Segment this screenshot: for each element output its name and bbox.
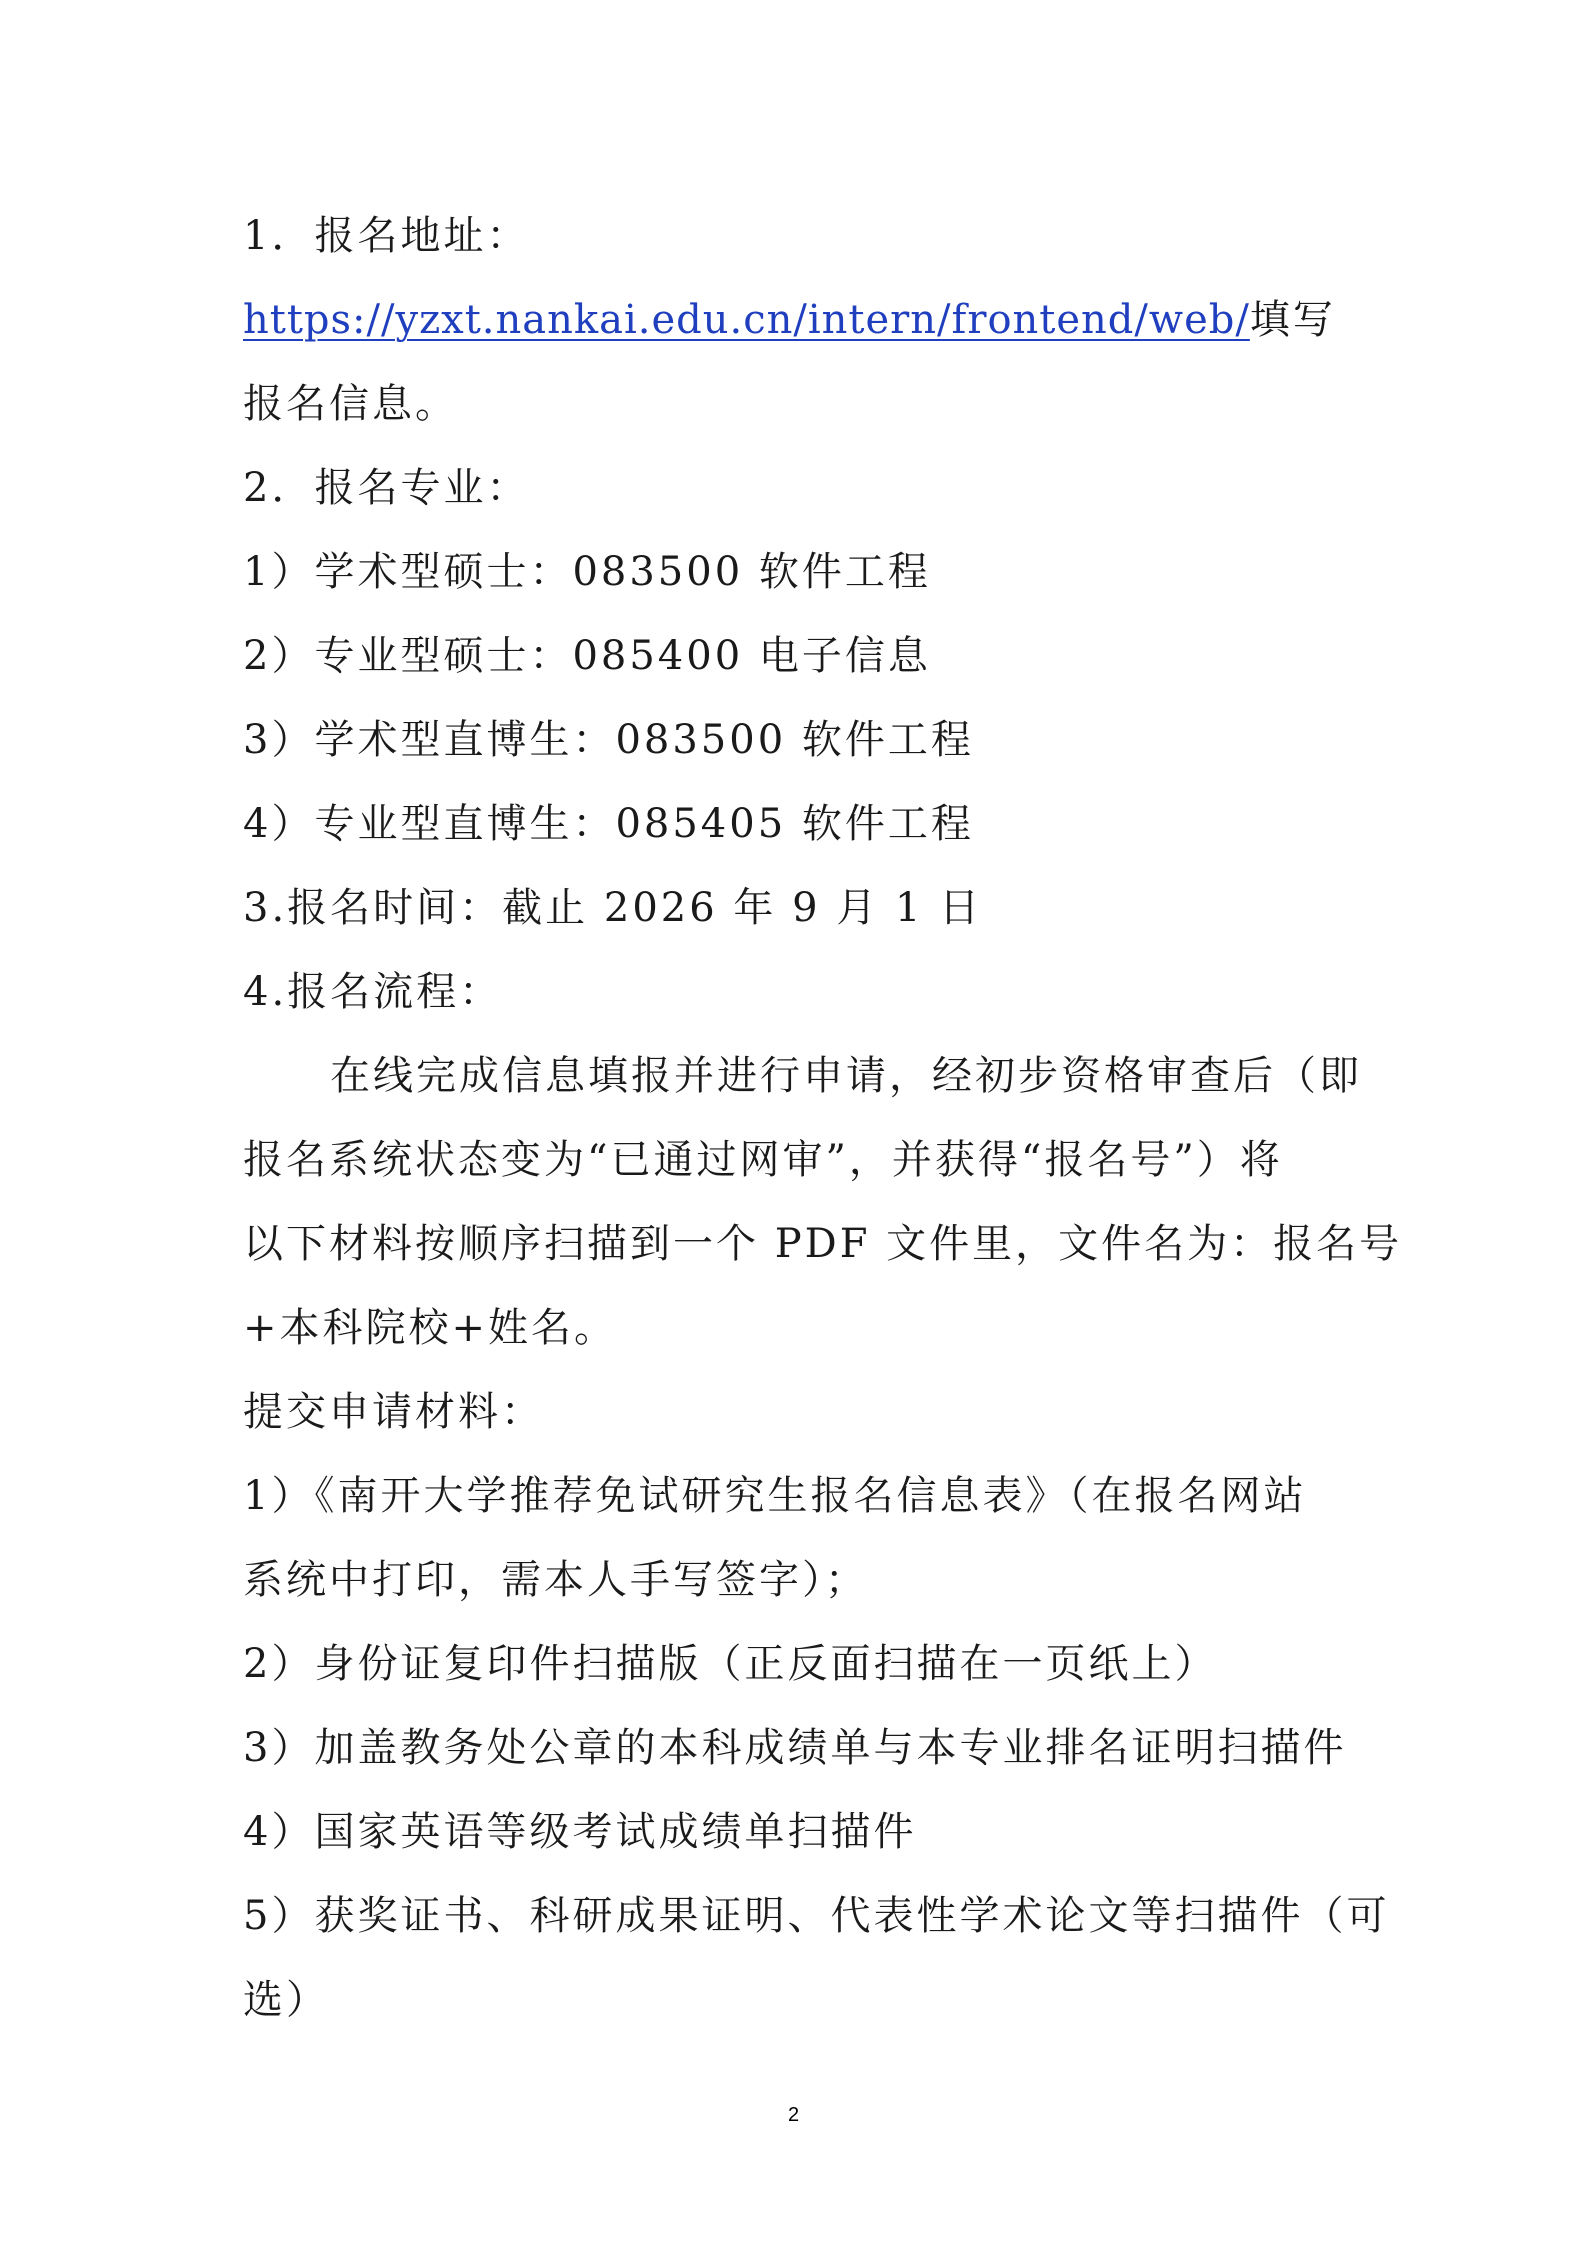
registration-url-suffix: 填写 <box>1249 297 1336 343</box>
registration-url-link[interactable]: https://yzxt.nankai.edu.cn/intern/frontend/web/ <box>243 297 1250 343</box>
section-2-heading: 2．报名专业： <box>243 465 530 511</box>
major-item-3: 3）学术型直博生：083500 软件工程 <box>243 717 974 763</box>
page-number: 2 <box>787 2104 800 2126</box>
material-item-2: 2）身份证复印件扫描版（正反面扫描在一页纸上） <box>243 1641 1218 1687</box>
material-item-3: 3）加盖教务处公章的本科成绩单与本专业排名证明扫描件 <box>243 1725 1347 1771</box>
process-paragraph-line-1: 在线完成信息填报并进行申请，经初步资格审查后（即 <box>330 1053 1362 1099</box>
process-paragraph-line-4: +本科院校+姓名。 <box>243 1305 618 1351</box>
section-1-heading: 1．报名地址： <box>243 213 530 259</box>
materials-heading: 提交申请材料： <box>243 1389 544 1435</box>
section-4-heading: 4.报名流程： <box>243 969 503 1015</box>
process-paragraph-line-3: 以下材料按顺序扫描到一个 PDF 文件里，文件名为：报名号 <box>243 1221 1403 1267</box>
material-item-4: 4）国家英语等级考试成绩单扫描件 <box>243 1809 917 1855</box>
material-item-5-continuation: 选） <box>243 1977 329 2023</box>
registration-url-line <box>243 296 1336 344</box>
major-item-4: 4）专业型直博生：085405 软件工程 <box>243 801 974 847</box>
major-item-1: 1）学术型硕士：083500 软件工程 <box>243 549 931 595</box>
process-paragraph-line-2: 报名系统状态变为“已通过网审”，并获得“报名号”）将 <box>243 1137 1283 1183</box>
section-3-deadline: 3.报名时间：截止 2026 年 9 月 1 日 <box>243 885 983 931</box>
major-item-2: 2）专业型硕士：085400 电子信息 <box>243 633 931 679</box>
section-1-continuation: 报名信息。 <box>243 381 458 427</box>
material-item-1-continuation: 系统中打印，需本人手写签字）； <box>243 1557 868 1603</box>
material-item-1: 1）《南开大学推荐免试研究生报名信息表》（在报名网站 <box>243 1473 1307 1519</box>
material-item-5: 5）获奖证书、科研成果证明、代表性学术论文等扫描件（可 <box>243 1893 1390 1939</box>
